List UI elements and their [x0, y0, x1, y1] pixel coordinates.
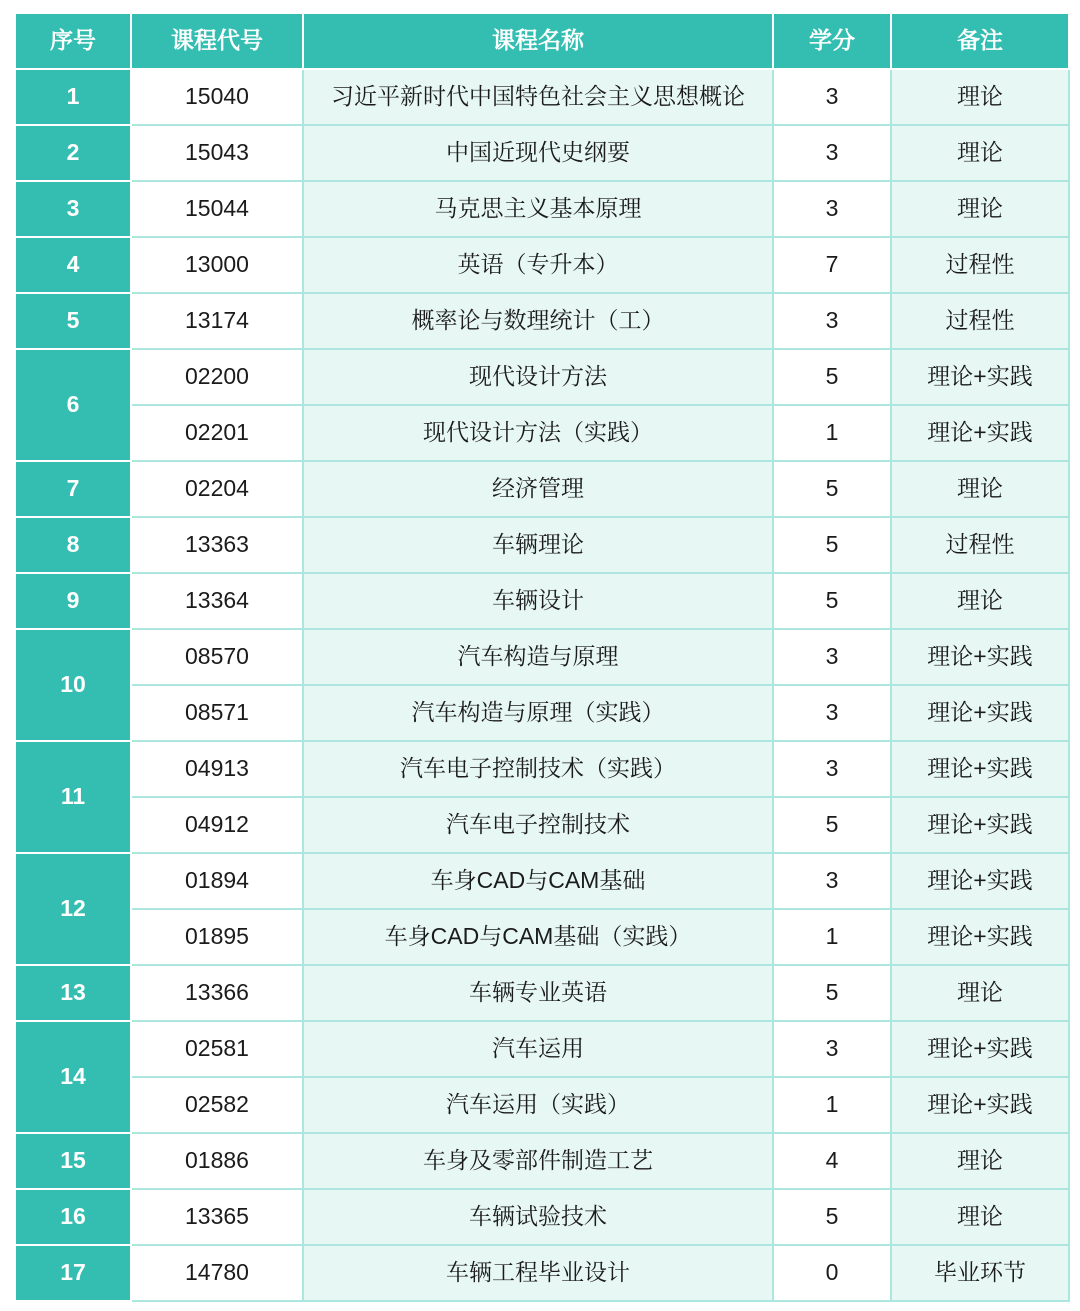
cell-credits: 3 — [773, 741, 891, 797]
header-cell-code: 课程代号 — [131, 13, 303, 69]
cell-code: 01886 — [131, 1133, 303, 1189]
cell-credits: 5 — [773, 573, 891, 629]
cell-name: 中国近现代史纲要 — [303, 125, 773, 181]
cell-credits: 5 — [773, 965, 891, 1021]
header-cell-no: 序号 — [15, 13, 131, 69]
cell-code: 04913 — [131, 741, 303, 797]
cell-credits: 3 — [773, 685, 891, 741]
table-row — [15, 461, 1069, 517]
cell-code: 15044 — [131, 181, 303, 237]
cell-note: 毕业环节 — [891, 1245, 1069, 1301]
cell-credits: 5 — [773, 349, 891, 405]
row-number-cell: 8 — [15, 517, 131, 573]
cell-name: 汽车电子控制技术（实践） — [303, 741, 773, 797]
cell-code: 13174 — [131, 293, 303, 349]
cell-name: 汽车电子控制技术 — [303, 797, 773, 853]
cell-note: 理论+实践 — [891, 1077, 1069, 1133]
cell-credits: 4 — [773, 1133, 891, 1189]
cell-name: 汽车运用 — [303, 1021, 773, 1077]
cell-name: 汽车构造与原理（实践） — [303, 685, 773, 741]
cell-credits: 1 — [773, 909, 891, 965]
table-row — [15, 69, 1069, 125]
cell-name: 车辆试验技术 — [303, 1189, 773, 1245]
row-number-cell: 5 — [15, 293, 131, 349]
row-number-cell: 2 — [15, 125, 131, 181]
cell-note: 理论+实践 — [891, 1021, 1069, 1077]
cell-note: 理论+实践 — [891, 685, 1069, 741]
cell-code: 13000 — [131, 237, 303, 293]
course-table — [14, 12, 1070, 1302]
table-row — [15, 741, 1069, 797]
cell-name: 车辆工程毕业设计 — [303, 1245, 773, 1301]
cell-name: 概率论与数理统计（工） — [303, 293, 773, 349]
cell-credits: 3 — [773, 181, 891, 237]
cell-name: 马克思主义基本原理 — [303, 181, 773, 237]
table-row — [15, 909, 1069, 965]
table-row — [15, 181, 1069, 237]
cell-code: 02201 — [131, 405, 303, 461]
table-row — [15, 517, 1069, 573]
cell-note: 理论 — [891, 461, 1069, 517]
cell-code: 02582 — [131, 1077, 303, 1133]
table-row — [15, 1077, 1069, 1133]
cell-name: 汽车运用（实践） — [303, 1077, 773, 1133]
cell-credits: 7 — [773, 237, 891, 293]
cell-credits: 3 — [773, 293, 891, 349]
row-number-cell: 1 — [15, 69, 131, 125]
cell-credits: 3 — [773, 125, 891, 181]
cell-code: 13364 — [131, 573, 303, 629]
table-row — [15, 573, 1069, 629]
cell-note: 理论 — [891, 1133, 1069, 1189]
cell-name: 英语（专升本） — [303, 237, 773, 293]
header-row — [15, 13, 1069, 69]
cell-note: 理论+实践 — [891, 405, 1069, 461]
cell-code: 01895 — [131, 909, 303, 965]
cell-code: 02204 — [131, 461, 303, 517]
cell-name: 车身及零部件制造工艺 — [303, 1133, 773, 1189]
table-row — [15, 797, 1069, 853]
cell-name: 现代设计方法（实践） — [303, 405, 773, 461]
cell-credits: 0 — [773, 1245, 891, 1301]
cell-note: 理论+实践 — [891, 797, 1069, 853]
header-cell-note: 备注 — [891, 13, 1069, 69]
row-number-cell: 15 — [15, 1133, 131, 1189]
row-number-cell: 6 — [15, 349, 131, 461]
cell-name: 经济管理 — [303, 461, 773, 517]
row-number-cell: 12 — [15, 853, 131, 965]
table-row — [15, 293, 1069, 349]
cell-code: 13366 — [131, 965, 303, 1021]
cell-credits: 5 — [773, 797, 891, 853]
cell-note: 过程性 — [891, 517, 1069, 573]
table-row — [15, 349, 1069, 405]
cell-note: 理论+实践 — [891, 853, 1069, 909]
row-number-cell: 16 — [15, 1189, 131, 1245]
cell-name: 现代设计方法 — [303, 349, 773, 405]
table-row — [15, 237, 1069, 293]
cell-note: 理论 — [891, 181, 1069, 237]
cell-note: 过程性 — [891, 237, 1069, 293]
cell-note: 理论 — [891, 965, 1069, 1021]
cell-name: 车辆专业英语 — [303, 965, 773, 1021]
row-number-cell: 14 — [15, 1021, 131, 1133]
row-number-cell: 3 — [15, 181, 131, 237]
cell-credits: 1 — [773, 405, 891, 461]
cell-code: 14780 — [131, 1245, 303, 1301]
row-number-cell: 11 — [15, 741, 131, 853]
cell-note: 理论 — [891, 1189, 1069, 1245]
row-number-cell: 7 — [15, 461, 131, 517]
header-cell-credits: 学分 — [773, 13, 891, 69]
cell-name: 车辆设计 — [303, 573, 773, 629]
cell-note: 理论 — [891, 573, 1069, 629]
cell-code: 08570 — [131, 629, 303, 685]
cell-code: 15040 — [131, 69, 303, 125]
cell-code: 08571 — [131, 685, 303, 741]
table-row — [15, 1133, 1069, 1189]
cell-code: 04912 — [131, 797, 303, 853]
cell-note: 理论+实践 — [891, 909, 1069, 965]
table-row — [15, 629, 1069, 685]
cell-code: 02200 — [131, 349, 303, 405]
cell-note: 理论 — [891, 69, 1069, 125]
cell-note: 理论+实践 — [891, 349, 1069, 405]
course-table-body — [15, 69, 1069, 1301]
table-row — [15, 1189, 1069, 1245]
cell-code: 01894 — [131, 853, 303, 909]
cell-credits: 5 — [773, 1189, 891, 1245]
cell-note: 理论+实践 — [891, 629, 1069, 685]
cell-credits: 5 — [773, 461, 891, 517]
table-row — [15, 125, 1069, 181]
cell-name: 车身CAD与CAM基础（实践） — [303, 909, 773, 965]
cell-name: 车身CAD与CAM基础 — [303, 853, 773, 909]
cell-credits: 1 — [773, 1077, 891, 1133]
header-cell-name: 课程名称 — [303, 13, 773, 69]
cell-credits: 5 — [773, 517, 891, 573]
row-number-cell: 9 — [15, 573, 131, 629]
table-row — [15, 1021, 1069, 1077]
cell-name: 习近平新时代中国特色社会主义思想概论 — [303, 69, 773, 125]
cell-credits: 3 — [773, 629, 891, 685]
cell-name: 车辆理论 — [303, 517, 773, 573]
cell-note: 理论+实践 — [891, 741, 1069, 797]
table-row — [15, 405, 1069, 461]
cell-note: 理论 — [891, 125, 1069, 181]
cell-note: 过程性 — [891, 293, 1069, 349]
table-row — [15, 853, 1069, 909]
table-row — [15, 965, 1069, 1021]
table-row — [15, 1245, 1069, 1301]
row-number-cell: 13 — [15, 965, 131, 1021]
cell-credits: 3 — [773, 69, 891, 125]
cell-code: 13365 — [131, 1189, 303, 1245]
cell-credits: 3 — [773, 853, 891, 909]
cell-code: 13363 — [131, 517, 303, 573]
table-row — [15, 685, 1069, 741]
cell-credits: 3 — [773, 1021, 891, 1077]
row-number-cell: 10 — [15, 629, 131, 741]
cell-code: 02581 — [131, 1021, 303, 1077]
cell-name: 汽车构造与原理 — [303, 629, 773, 685]
row-number-cell: 4 — [15, 237, 131, 293]
row-number-cell: 17 — [15, 1245, 131, 1301]
cell-code: 15043 — [131, 125, 303, 181]
